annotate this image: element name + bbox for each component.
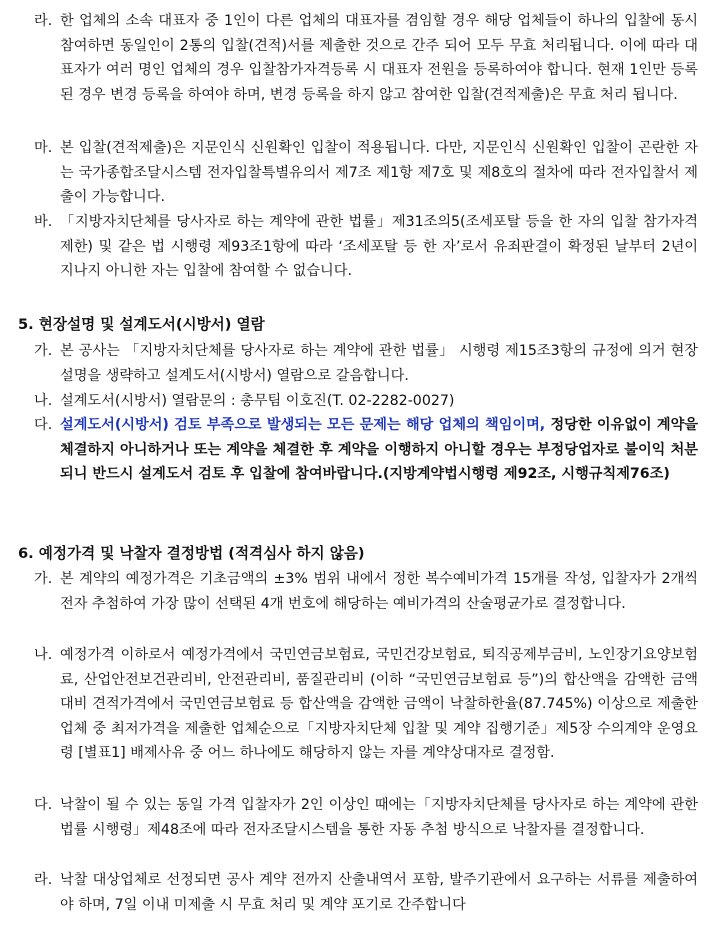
item-text: 낙찰이 될 수 있는 동일 가격 입찰자가 2인 이상인 때에는「지방자치단체를 당사자로 하는 계약에 관한 법률 시행령」제48조에 따라 전자조달시스템을 통한 자동 추첨 방식으로 낙찰자를 결정합니다. — [60, 797, 698, 838]
blue-emphasis-text: 설계도서(시방서) 검토 부족으로 발생되는 모든 문제는 해당 업체의 책임이며, — [60, 417, 546, 433]
item-marker: 라. — [34, 13, 53, 29]
list-item-4-ba — [34, 210, 698, 284]
item-text-emphasis — [60, 413, 698, 487]
list-item-4-ma — [34, 136, 698, 210]
item-marker: 가. — [34, 343, 53, 359]
list-item-6-da — [34, 793, 698, 842]
item-text: 「지방자치단체를 당사자로 하는 계약에 관한 법률」제31조의5(조세포탈 등을 한 자의 입찰 참가자격 제한) 및 같은 법 시행령 제93조1항에 따라 ‘조세포탈 등 한 자’로서 유죄판결이 확정된 날부터 2년이 지나지 아니한 자는 입찰에 참여할 수 없습니다. — [60, 214, 698, 280]
item-marker: 가. — [34, 571, 53, 587]
list-item-6-na — [34, 643, 698, 766]
item-text: 한 업체의 소속 대표자 중 1인이 다른 업체의 대표자를 겸임할 경우 해당 업체들이 하나의 입찰에 동시 참여하면 동일인이 2통의 입찰(견적)서를 제출한 것으로 간주 되어 모두 무효 처리됩니다. 이에 따라 대표자가 여러 명인 업체의 경우 입찰참가자격등록 시 대표자 전원을 등록하여야 합니다. 현재 1인만 등록된 경우 변경 등록을 하여야 하며, 변경 등록을 하지 않고 참여한 입찰(견적제출)은 무효 처리 됩니다. — [60, 13, 698, 103]
section-5-heading: 5. 현장설명 및 설계도서(시방서) 열람 — [18, 316, 265, 333]
item-marker: 다. — [34, 417, 53, 433]
item-marker: 라. — [34, 872, 53, 888]
list-item-5-ga — [34, 339, 698, 388]
item-text: 낙찰 대상업체로 선정되면 공사 계약 전까지 산출내역서 포함, 발주기관에서 요구하는 서류를 제출하여야 하며, 7일 이내 미제출 시 무효 처리 및 계약 포기로 간주합니다 — [60, 872, 698, 913]
item-marker: 다. — [34, 797, 53, 813]
list-item-4-ra — [34, 9, 698, 107]
bold-emphasis-text: 정당한 이유없이 계약을 체결하지 아니하거나 또는 계약을 체결한 후 계약을 이행하지 아니할 경우는 부정당업자로 불이익 처분되니 반드시 설계도서 검토 후 입찰에 참여바랍니다.(지방계약법시행령 제92조, 시행규칙제76조) — [60, 417, 698, 483]
item-marker: 나. — [34, 647, 53, 663]
list-item-6-ra — [34, 868, 698, 917]
section-6-heading: 6. 예정가격 및 낙찰자 결정방법 (적격심사 하지 않음) — [18, 545, 365, 562]
item-text: 본 계약의 예정가격은 기초금액의 ±3% 범위 내에서 정한 복수예비가격 15개를 작성, 입찰자가 2개씩 전자 추첨하여 가장 많이 선택된 4개 번호에 해당하는 예비가격의 산술평균가로 결정합니다. — [60, 571, 698, 612]
item-text: 본 공사는 「지방자치단체를 당사자로 하는 계약에 관한 법률」 시행령 제15조3항의 규정에 의거 현장설명을 생략하고 설계도서(시방서) 열람으로 갈음합니다. — [60, 343, 698, 384]
item-marker: 나. — [34, 393, 53, 409]
list-item-5-na — [34, 389, 698, 414]
item-text: 본 입찰(견적제출)은 지문인식 신원확인 입찰이 적용됩니다. 다만, 지문인식 신원확인 입찰이 곤란한 자는 국가종합조달시스템 전자입찰특별유의서 제7조 제1항 제7호 및 제8호의 절차에 따라 전자입찰서 제출이 가능합니다. — [60, 140, 698, 206]
list-item-6-ga — [34, 567, 698, 616]
item-marker: 바. — [34, 214, 53, 230]
item-marker: 마. — [34, 140, 53, 156]
list-item-5-da — [34, 413, 698, 487]
item-text: 예정가격 이하로서 예정가격에서 국민연금보험료, 국민건강보험료, 퇴직공제부금비, 노인장기요양보험료, 산업안전보건관리비, 안전관리비, 품질관리비 (이하 “국민연금보험료 등”)의 합산액을 감액한 금액 대비 견적가격에서 국민연금보험료 등 합산액을 감액한 금액이 낙찰하한율(87.745%) 이상으로 제출한 업체 중 최저가격을 제출한 업체순으로「지방자치단체 입찰 및 계약 집행기준」제5장 수의계약 운영요령 [별표1] 배제사유 중 어느 하나에도 해당하지 않는 자를 계약상대자로 결정함. — [60, 647, 698, 762]
item-text: 설계도서(시방서) 열람문의 : 총무팀 이호진(T. 02-2282-0027) — [60, 393, 455, 409]
